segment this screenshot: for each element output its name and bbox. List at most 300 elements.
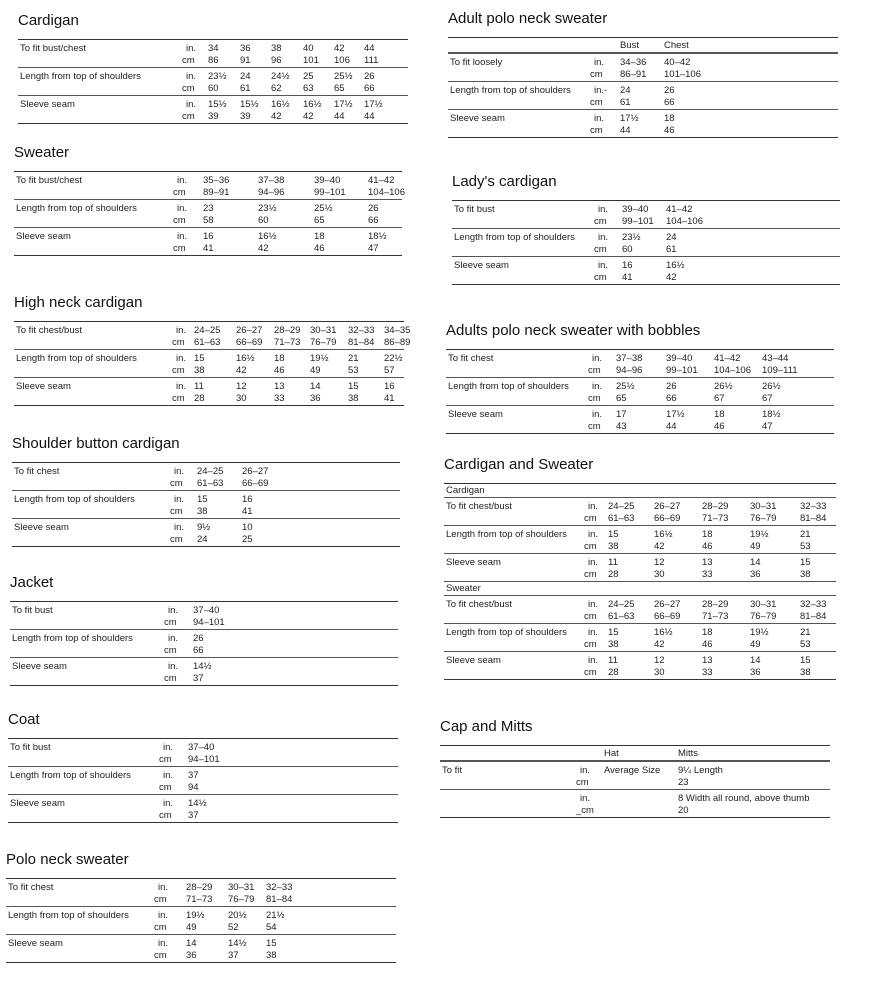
size-value-cm: 99–101 — [666, 365, 698, 376]
size-value-in: 37–38 — [258, 175, 285, 186]
row-label: To fit chest/bust — [446, 599, 513, 610]
unit-cm-label: cm — [172, 337, 185, 348]
size-value-cm: 44 — [334, 111, 345, 122]
size-value-in: 41–42 — [714, 353, 741, 364]
size-value-cm: 66 — [193, 645, 204, 656]
group-label — [444, 581, 836, 595]
unit-cm-label: cm — [588, 421, 601, 432]
size-value-in: 28–29 — [186, 882, 213, 893]
row-label: Sleeve seam — [16, 231, 71, 242]
row-label: Sleeve seam — [20, 99, 75, 110]
column-header-row — [440, 746, 830, 761]
size-table — [448, 37, 838, 138]
size-table — [14, 321, 411, 406]
size-value-in: 18 — [714, 409, 725, 420]
row-label: Length from top of shoulders — [10, 770, 131, 781]
size-value-in: 15 — [608, 627, 619, 638]
group-label — [444, 484, 836, 497]
size-value-in: 15 — [800, 655, 811, 666]
size-value-cm: 94–96 — [616, 365, 643, 376]
size-value-in: 26–27 — [242, 466, 269, 477]
size-value-in: 26 — [368, 203, 379, 214]
row-label: Sleeve seam — [8, 938, 63, 949]
size-value-cm: 42 — [654, 541, 665, 552]
size-value-in: 18 — [702, 529, 713, 540]
size-value-cm: 38 — [266, 950, 277, 961]
size-value-cm: 109–111 — [762, 365, 798, 376]
unit-in-label: in. — [588, 529, 599, 540]
size-value-cm: 71–73 — [186, 894, 213, 905]
size-value-cm: 38 — [197, 506, 208, 517]
size-value-cm: 57 — [384, 365, 395, 376]
table-title: Cardigan and Sweater — [444, 456, 594, 473]
table-title: Polo neck sweater — [6, 851, 129, 868]
size-value-in: 32–33 — [266, 882, 293, 893]
size-value-in: 14 — [750, 557, 761, 568]
size-value-cm: 76–79 — [310, 337, 337, 348]
unit-in-label: in. — [594, 113, 605, 124]
size-value-cm: 61–63 — [608, 611, 635, 622]
size-value-in: 21½ — [266, 910, 285, 921]
size-value-in: 26½ — [762, 381, 781, 392]
size-value-cm: 104–106 — [666, 216, 703, 227]
unit-cm-label: cm — [159, 782, 172, 793]
table-row — [14, 227, 402, 255]
table-row — [12, 463, 400, 490]
size-value-in: 16½ — [271, 99, 290, 110]
size-value-cm: 46 — [314, 243, 325, 254]
size-value-cm: 44 — [666, 421, 677, 432]
size-value-cm: 23 — [678, 777, 689, 788]
size-value-in: 35–36 — [203, 175, 230, 186]
size-value-in: 39–40 — [666, 353, 693, 364]
row-label: To fit bust — [10, 742, 51, 753]
size-value-cm: 61–63 — [197, 478, 224, 489]
size-value-in: 24 — [620, 85, 631, 96]
table-row — [440, 761, 830, 789]
row-label: Length from top of shoulders — [8, 910, 129, 921]
size-value-cm: 104–106 — [714, 365, 751, 376]
size-value-in: 40–42 — [664, 57, 691, 68]
size-value-cm: 61 — [666, 244, 677, 255]
size-table — [14, 171, 405, 256]
size-value-cm: 66 — [666, 393, 677, 404]
size-value-cm: 67 — [714, 393, 725, 404]
size-value-in: 16½ — [666, 260, 685, 271]
unit-cm-label: _cm — [576, 805, 594, 816]
unit-in-label: in. — [177, 175, 188, 186]
size-value-cm: 81–84 — [800, 513, 827, 524]
size-value-in: 11 — [608, 655, 618, 666]
table-row — [12, 518, 400, 546]
size-value-cm: 33 — [274, 393, 285, 404]
size-value-cm: 20 — [678, 805, 689, 816]
unit-in-label: in.- — [594, 85, 608, 96]
size-value-in: 23½ — [258, 203, 277, 214]
table-row — [446, 377, 834, 405]
size-value-in: 20½ — [228, 910, 247, 921]
size-value-in: 21 — [800, 529, 811, 540]
size-value-cm: 38 — [608, 639, 619, 650]
size-value-in: 28–29 — [702, 599, 729, 610]
table-row — [444, 651, 836, 679]
size-value-in: 16½ — [654, 627, 673, 638]
size-value-cm: 28 — [194, 393, 205, 404]
size-table — [12, 462, 400, 547]
size-value-cm: 86–89 — [384, 337, 411, 348]
size-value-in: 30–31 — [310, 325, 337, 336]
unit-cm-label: cm — [159, 754, 172, 765]
size-value-cm: 46 — [702, 639, 713, 650]
size-table-sweater — [14, 144, 405, 256]
table-row — [14, 199, 402, 227]
unit-in-label: in. — [598, 232, 609, 243]
size-value-cm: 42 — [258, 243, 269, 254]
size-table-coat — [8, 711, 398, 823]
size-value-cm: 61–63 — [608, 513, 635, 524]
size-value-cm: 42 — [236, 365, 247, 376]
table-title: Adult polo neck sweater — [448, 10, 608, 27]
unit-cm-label: cm — [594, 216, 607, 227]
size-value-cm: 67 — [762, 393, 773, 404]
unit-in-label: in. — [588, 557, 599, 568]
size-value-cm: 42 — [654, 639, 665, 650]
row-label: To fit bust — [12, 605, 53, 616]
unit-in-label: in. — [592, 409, 603, 420]
size-value-in: 37–38 — [616, 353, 643, 364]
size-value-in: 14 — [750, 655, 761, 666]
size-table-adult-polo-neck-sweater — [448, 10, 838, 138]
table-row — [444, 553, 836, 581]
size-value-cm: 65 — [334, 83, 345, 94]
size-value-in: 18 — [314, 231, 325, 242]
row-label: Length from top of shoulders — [16, 353, 137, 364]
size-value-cm: 86 — [208, 55, 219, 66]
size-table-polo-neck-sweater — [6, 851, 396, 963]
size-value-in: 38 — [271, 43, 282, 54]
row-label: Sleeve seam — [446, 557, 501, 568]
unit-cm-label: cm — [154, 922, 167, 933]
size-value-in: 17½ — [666, 409, 685, 420]
size-value-in: 24 — [666, 232, 677, 243]
size-value-cm: 61 — [240, 83, 251, 94]
size-value-cm: 66 — [368, 215, 379, 226]
size-value-in: 42 — [334, 43, 345, 54]
unit-in-label: in. — [163, 770, 174, 781]
unit-cm-label: cm — [172, 365, 185, 376]
row-label: Length from top of shoulders — [12, 633, 133, 644]
size-value-in: 18½ — [762, 409, 781, 420]
size-value-in: 15½ — [240, 99, 259, 110]
size-table-ladys-cardigan — [452, 173, 840, 285]
table-title: Jacket — [10, 574, 54, 591]
size-table-cardigan-and-sweater — [444, 456, 836, 680]
size-value-in: 30–31 — [228, 882, 255, 893]
size-value-cm: 47 — [762, 421, 773, 432]
size-value-cm: 94 — [188, 782, 199, 793]
unit-cm-label: cm — [170, 534, 183, 545]
size-value-cm: 41 — [242, 506, 253, 517]
table-title: Cap and Mitts — [440, 718, 533, 735]
size-value-cm: 66–69 — [654, 513, 681, 524]
group-name: Cardigan — [446, 485, 485, 496]
size-value-cm: 46 — [664, 125, 675, 136]
size-value-in: 15 — [194, 353, 205, 364]
table-title: Sweater — [14, 144, 70, 161]
size-value-cm: 58 — [203, 215, 214, 226]
row-label: To fit loosely — [450, 57, 503, 68]
size-value-cm: 49 — [186, 922, 197, 933]
size-value-cm: 81–84 — [800, 611, 827, 622]
column-header: Hat — [604, 748, 619, 759]
size-value-cm: 49 — [310, 365, 321, 376]
row-label: Sleeve seam — [10, 798, 65, 809]
table-row — [446, 405, 834, 433]
size-value-in: 15 — [800, 557, 811, 568]
size-table — [6, 878, 396, 963]
size-value-cm: 42 — [271, 111, 282, 122]
size-value-in: 13 — [702, 557, 713, 568]
table-row — [8, 766, 398, 794]
size-value-cm: 76–79 — [750, 513, 777, 524]
size-value-cm: 33 — [702, 569, 713, 580]
table-row — [444, 525, 836, 553]
row-label: To fit chest — [8, 882, 54, 893]
size-value-in: 11 — [194, 381, 204, 392]
size-value-in: 16½ — [654, 529, 673, 540]
unit-cm-label: cm — [584, 569, 597, 580]
size-value-cm: 42 — [303, 111, 314, 122]
size-value-in: 12 — [236, 381, 247, 392]
unit-cm-label: cm — [590, 69, 603, 80]
row-label: Length from top of shoulders — [446, 627, 567, 638]
unit-in-label: in. — [176, 353, 187, 364]
unit-in-label: in. — [174, 494, 185, 505]
size-value-cm: 25 — [242, 534, 253, 545]
size-value-cm: 101 — [303, 55, 319, 66]
size-table-high-neck-cardigan — [14, 294, 411, 406]
table-row — [18, 95, 408, 123]
table-title: Cardigan — [18, 12, 79, 29]
unit-cm-label: cm — [182, 55, 195, 66]
unit-in-label: in. — [592, 381, 603, 392]
size-value-in: 25½ — [334, 71, 353, 82]
table-row — [14, 349, 404, 377]
size-value-cm: 86–91 — [620, 69, 647, 80]
size-value-cm: 46 — [702, 541, 713, 552]
unit-in-label: in. — [158, 882, 169, 893]
size-value-in: 43–44 — [762, 353, 789, 364]
size-value-cm: 30 — [654, 667, 665, 678]
size-value-cm: 43 — [616, 421, 627, 432]
size-value-in: 26½ — [714, 381, 733, 392]
unit-in-label: in. — [158, 938, 169, 949]
unit-cm-label: cm — [173, 215, 186, 226]
size-table-shoulder-button-cardigan — [12, 435, 400, 547]
row-label: Sleeve seam — [12, 661, 67, 672]
unit-in-label: in. — [186, 71, 197, 82]
unit-in-label: in. — [592, 353, 603, 364]
size-value-cm: 39 — [208, 111, 219, 122]
table-row — [452, 256, 840, 284]
size-value-in: 34–36 — [620, 57, 647, 68]
unit-cm-label: cm — [164, 673, 177, 684]
size-value-in: 44 — [364, 43, 375, 54]
table-row — [14, 377, 404, 405]
row-label: To fit chest — [14, 466, 60, 477]
table-row — [6, 879, 396, 906]
size-value-in: 11 — [608, 557, 618, 568]
size-value-in: 37–40 — [193, 605, 220, 616]
size-value-in: 26–27 — [654, 599, 681, 610]
row-label: To fit bust/chest — [20, 43, 87, 54]
size-value-in: 16 — [622, 260, 633, 271]
size-value-in: 19½ — [750, 529, 769, 540]
size-value-in: 19½ — [310, 353, 329, 364]
table-row — [10, 629, 398, 657]
unit-cm-label: cm — [584, 639, 597, 650]
size-value-cm: 94–101 — [193, 617, 225, 628]
unit-in-label: in. — [588, 655, 599, 666]
table-row — [444, 595, 836, 623]
size-value-in: 18 — [274, 353, 285, 364]
unit-in-label: in. — [163, 798, 174, 809]
table-row — [446, 350, 834, 377]
table-title: High neck cardigan — [14, 294, 143, 311]
size-value-in: 28–29 — [702, 501, 729, 512]
size-value-in: 15 — [197, 494, 208, 505]
size-value-cm: 60 — [258, 215, 269, 226]
column-header: Chest — [664, 40, 689, 51]
unit-in-label: in. — [580, 793, 591, 804]
unit-cm-label: cm — [588, 365, 601, 376]
size-value-cm: 49 — [750, 639, 761, 650]
table-row — [448, 81, 838, 109]
size-value-cm: 38 — [608, 541, 619, 552]
row-label: To fit bust/chest — [16, 175, 83, 186]
unit-cm-label: cm — [154, 894, 167, 905]
size-value-cm: 37 — [188, 810, 199, 821]
table-row — [6, 934, 396, 962]
size-value-cm: 94–96 — [258, 187, 285, 198]
size-value-cm: 36 — [750, 667, 761, 678]
size-value-cm: 28 — [608, 569, 619, 580]
size-table — [452, 200, 840, 285]
size-value-in: 26–27 — [654, 501, 681, 512]
size-value-in: 16 — [242, 494, 253, 505]
size-value-in: 21 — [348, 353, 359, 364]
size-value-cm: 91 — [240, 55, 251, 66]
size-value-cm: 37 — [228, 950, 239, 961]
row-label: Length from top of shoulders — [450, 85, 571, 96]
size-value-in: 32–33 — [800, 599, 827, 610]
size-value-in: 30–31 — [750, 599, 777, 610]
size-value-cm: 111 — [364, 55, 379, 66]
size-value-cm: 66–69 — [242, 478, 269, 489]
unit-cm-label: cm — [576, 777, 589, 788]
size-value-in: 22½ — [384, 353, 403, 364]
unit-in-label: in. — [594, 57, 605, 68]
unit-cm-label: cm — [164, 645, 177, 656]
size-value-in: 24–25 — [197, 466, 224, 477]
unit-in-label: in. — [598, 204, 609, 215]
size-value-cm: 53 — [800, 541, 811, 552]
size-value-cm: 61 — [620, 97, 631, 108]
size-value-in: 15 — [348, 381, 359, 392]
size-value-in: 24½ — [271, 71, 290, 82]
row-label: Sleeve seam — [454, 260, 509, 271]
size-value-in: 28–29 — [274, 325, 301, 336]
size-value-cm: 46 — [714, 421, 725, 432]
size-value-cm: 28 — [608, 667, 619, 678]
size-value-cm: 41 — [384, 393, 395, 404]
size-value-in: 10 — [242, 522, 253, 533]
size-value-in: 18 — [702, 627, 713, 638]
size-value-in: 15 — [608, 529, 619, 540]
unit-cm-label: cm — [164, 617, 177, 628]
size-value-in: 30–31 — [750, 501, 777, 512]
group-name: Sweater — [446, 583, 481, 594]
unit-in-label: in. — [174, 522, 185, 533]
unit-cm-label: cm — [173, 187, 186, 198]
size-value-cm: 41 — [203, 243, 214, 254]
size-value-in: 19½ — [186, 910, 205, 921]
unit-in-label: in. — [168, 605, 179, 616]
unit-in-label: in. — [186, 99, 197, 110]
size-value-in: 32–33 — [800, 501, 827, 512]
size-value-cm: 96 — [271, 55, 282, 66]
size-value-in: 16½ — [258, 231, 277, 242]
size-value-cm: 106 — [334, 55, 350, 66]
size-value-in: 9½ — [197, 522, 211, 533]
unit-cm-label: cm — [584, 513, 597, 524]
size-value-cm: 52 — [228, 922, 239, 933]
unit-cm-label: cm — [590, 125, 603, 136]
size-value-cm: 81–84 — [348, 337, 375, 348]
size-value-cm: 36 — [186, 950, 197, 961]
size-value-in: 21 — [800, 627, 811, 638]
row-label: To fit chest/bust — [446, 501, 513, 512]
size-value-in: 41–42 — [666, 204, 693, 215]
size-value-in: 26 — [193, 633, 204, 644]
size-value-in: 16½ — [236, 353, 255, 364]
unit-in-label: in. — [177, 231, 188, 242]
unit-cm-label: cm — [594, 244, 607, 255]
unit-in-label: in. — [588, 599, 599, 610]
size-value-cm: 81–84 — [266, 894, 293, 905]
size-table — [440, 745, 830, 818]
size-value-cm: 37 — [193, 673, 204, 684]
row-label: To fit — [442, 765, 463, 776]
unit-in-label: in. — [186, 43, 197, 54]
unit-cm-label: cm — [173, 243, 186, 254]
size-value-in: 14 — [310, 381, 321, 392]
size-value-in: 17½ — [364, 99, 383, 110]
table-row — [10, 602, 398, 629]
size-value-cm: 65 — [314, 215, 325, 226]
size-table — [444, 483, 836, 680]
size-value-in: 8 Width all round, above thumb — [678, 793, 810, 804]
size-table-cardigan — [18, 12, 408, 124]
table-row — [14, 172, 405, 199]
table-row — [6, 906, 396, 934]
unit-in-label: in. — [588, 627, 599, 638]
size-value-cm: 53 — [800, 639, 811, 650]
size-value-cm: 66–69 — [236, 337, 263, 348]
size-value-cm: 66–69 — [654, 611, 681, 622]
size-value-cm: 30 — [236, 393, 247, 404]
row-label: Length from top of shoulders — [448, 381, 569, 392]
